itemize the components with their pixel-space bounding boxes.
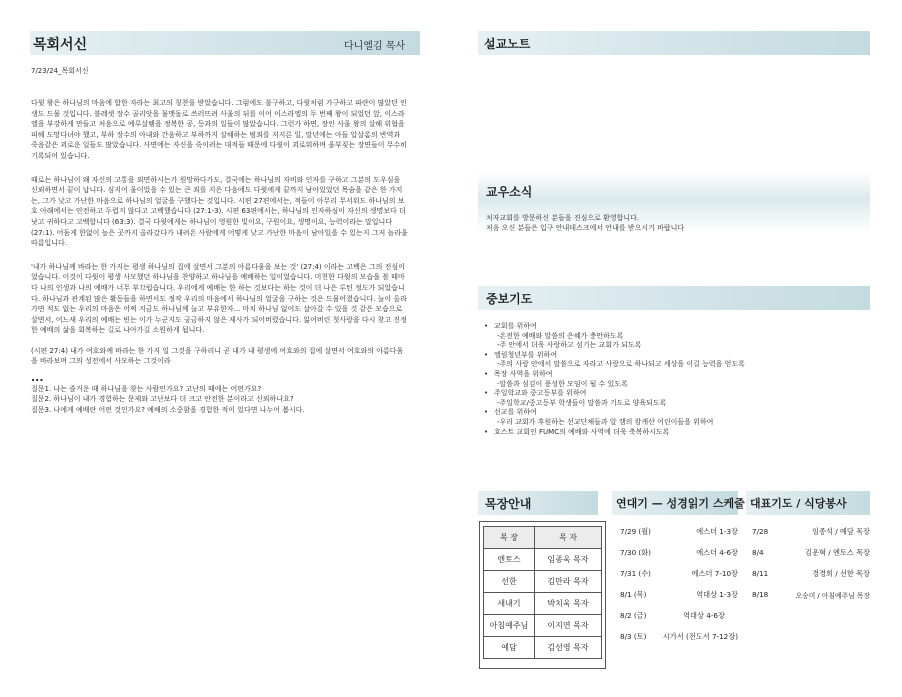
- schedule-date: 7/29 (월): [620, 526, 651, 536]
- schedule-list: [620, 521, 738, 647]
- service-date: 8/11: [752, 569, 769, 578]
- schedule-reading: 시가서 (전도서 7-12장): [662, 631, 738, 641]
- prayer-item-head: 엘림청년부를 위하여: [494, 350, 558, 359]
- sermon-note-band: [478, 31, 870, 55]
- service-assignee: 경경희 / 선한 목장: [812, 568, 870, 578]
- service-assignee: 임종석 / 예담 목장: [812, 526, 870, 536]
- schedule-row: [620, 542, 738, 563]
- schedule-row: [620, 626, 738, 647]
- cell: 김선영 목자: [535, 637, 602, 659]
- letter-paragraph: 때로는 하나님이 왜 자신의 고통을 외면하시는가 원망하다가도, 결국에는 하나님의 자비와 인자를 구하고 그분의 도우심을 신뢰하면서 끝이 납니다. 심지어 울이었을 수 있는 큰 죄를 지은 다음에도 다윗에게 끝까지 남아있었던 목숨을 같은 한 가지는, 그가 낮고 가난한 마음으로 하나님의 얼굴을 구했다는 것입니다. 시편 27편에서는, 적들이 아무리 무서워도 하나님의 보호 아래에서는 안전하고 두렵지 않다고 고백했습니다 (27:1-3). 시편 63편에서는, 하나님의 인자하심이 자신의 생명보다 더 낫고 귀하다고 고백합니다 (63:3). 결국 다윗에게는 하나님이 영원한 빛이요, 구원이요, 생명이요, 능력이라는 말입니다 (27:1). 어둠게 한없이 높은 곳까지 올라갔다가 내려온 사람에게 어떻게 낮고 가난한 마음이 남아있을 수 있는지 그저 놀라울 따름입니다.: [31, 175, 408, 248]
- service-assignee: 오승미 / 아침예주님 목장: [795, 591, 870, 600]
- question: 질문2. 하나님이 내가 경험하는 문제와 고난보다 더 크고 안전한 분이라고 신뢰하나요?: [31, 395, 294, 404]
- schedule-date: 8/1 (목): [620, 589, 647, 599]
- prayer-sub: -주 안에서 더욱 사랑하고 섬기는 교회가 되도록: [497, 341, 642, 350]
- letter-body: [31, 98, 409, 415]
- service-date: 7/28: [752, 527, 769, 536]
- schedule-date: 8/2 (금): [620, 610, 647, 620]
- schedule-row: [620, 584, 738, 605]
- sermon-note-title: 설교노트: [484, 37, 531, 51]
- schedule-date: 7/31 (수): [620, 568, 651, 578]
- cell: 임종욱 목자: [535, 549, 602, 571]
- news-body: [486, 213, 866, 233]
- letter-paragraph: '내가 하나님께 바라는 한 가지는 평생 하나님의 집에 살면서 그분의 아름다움을 보는 것' (27:4) 이라는 고백은 그의 진심이었습니다. 이것이 다윗이 평생 사모했던 하나님을 찬양하고 하나님을 예배하는 일이었습니다. 미천한 다윗의 모습을 볼 때마다 나의 인생과 나의 예배가 너무 부끄럽습니다. 우리에게 예배는 한 하는 것보다는 하는 것이 더 나은 루틴 정도가 되었습니다. 하나님과 관계된 많은 활동들을 하면서도 정작 우리의 마음에서 하나님의 얼굴을 구하는 것은 드물어졌습니다. 늘이 올라가면 적도 없는 우리의 마음은 어찌 지금도 하나님께 늘고 부유한자... 마치 하나님 없어도 살아갈 수 있을 것 같은 모습으로 살면서, 어느새 우리의 예배는 빈는 이가 누군지도 궁금하지 않은 제사가 되어버렸습니다. 잃어버린 첫사랑을 다시 찾고 진정한 예배의 삶을 회복하는 길로 나아가길 소원하게 됩니다.: [31, 262, 407, 335]
- question: 질문3. 나에게 예배란 어떤 것인가요? 예배의 소중함을 경험한 적이 있다면 나누어 봅시다.: [31, 405, 305, 414]
- schedule-reading: 에스더 1-3장: [696, 526, 738, 536]
- prayer-item-head: 교회를 위하여: [494, 322, 537, 330]
- prayer-item: • 교회를 위하여: [484, 322, 537, 330]
- cell: 새내기: [484, 593, 535, 615]
- service-row: [752, 542, 870, 563]
- cell: 이지연 목자: [535, 615, 602, 637]
- prayer-item-head: 목장 사역을 위하여: [494, 369, 553, 378]
- prayer-item: • 호스트 교회인 FUMC의 예배와 사역에 더욱 축복하시도록: [484, 427, 670, 436]
- schedule-reading: 에스더 4-6장: [696, 547, 738, 557]
- psalm-quote: (시편 27:4) 내가 여호와께 바라는 한 가지 일 그것을 구하리니 곧 내가 내 평생에 여호와의 집에 살면서 여호와의 아름다움을 바라보며 그의 성전에서 사모하는 그것이라: [31, 346, 404, 366]
- prayer-item-head: 주일학교와 중고등부를 위하여: [494, 389, 587, 398]
- cell: 엔토스: [484, 549, 535, 571]
- cell: 박치욱 목자: [535, 593, 602, 615]
- news-title: 교우소식: [486, 185, 533, 199]
- table-row: [484, 549, 602, 571]
- schedule-date: 7/30 (화): [620, 547, 651, 557]
- prayer-item-head: 호스트 교회인 FUMC의 예배와 사역에 더욱 축복하시도록: [494, 427, 670, 436]
- table-header-row: [484, 527, 602, 549]
- schedule-row: [620, 563, 738, 584]
- service-list: [752, 521, 870, 605]
- table-row: [484, 571, 602, 593]
- prayer-title: 중보기도: [486, 292, 533, 306]
- prayer-sub: -온전한 예배와 말씀의 은혜가 충만하도록: [497, 331, 624, 340]
- service-title: 대표기도 / 식당봉사: [750, 497, 847, 510]
- pastor-table-frame: [479, 521, 606, 669]
- letter-date: 7/23/24_목회서신: [31, 67, 89, 75]
- news-line: 처음 오신 분들은 입구 안내데스크에서 안내를 받으시기 바랍니다: [486, 224, 685, 232]
- table-row: [484, 615, 602, 637]
- prayer-item: • 목장 사역을 위하여: [484, 369, 553, 378]
- letter-paragraph: 다윗 왕은 하나님의 마음에 합한 자라는 최고의 칭찬을 받았습니다. 그럼에도 불구하고, 다윗처럼 가구하고 파란이 많았던 인생도 드물 것입니다. 블레셋 장수 골리앗을 물맷돌로 쓰러뜨려 사울의 뒤를 이어 이스라엘의 두 번째 왕이 되었던 앞, 이스라엘을 부강하게 만들고 처음으로 예루살렘을 정복한 공, 등과의 일들이 많았습니다. 그런가 하면, 장인 사울 왕의 살해 위협을 피해 도망다녀야 했고, 부하 장수의 아내와 간음하고 부하까지 살해하는 범죄를 저지른 일, 말년에는 아들 압살롬의 반역과 죽음같은 괴로운 일들도 많았습니다. 사면에는 자신을 죽이려는 대적들 때문에 다윗이 괴로워하며 울부짖는 장면들이 무수히 기록되어 있습니다.: [31, 99, 408, 160]
- col-header: 목 장: [484, 527, 535, 549]
- letter-title: 목회서신: [33, 37, 88, 53]
- letter-author: 다니엘김 목사: [344, 41, 406, 52]
- service-date: 8/18: [752, 590, 769, 599]
- schedule-row: [620, 521, 738, 542]
- cell: 아침예주님: [484, 615, 535, 637]
- cell: 예담: [484, 637, 535, 659]
- prayer-sub: -우리 교회가 후원하는 선교단체들과 알 캠의 캄캐산 어린이들을 위하여: [497, 417, 714, 426]
- prayer-band: [478, 286, 870, 310]
- schedule-reading: 에스더 7-10장: [691, 568, 738, 578]
- prayer-sub: -주일학교/중고등부 학생들이 말씀과 기도로 양육되도록: [497, 398, 667, 407]
- prayer-item-head: 선교를 위하여: [494, 408, 537, 417]
- table-row: [484, 593, 602, 615]
- schedule-reading: 역대상 4-6장: [683, 610, 725, 620]
- service-assignee: 김운혁 / 엔토스 목장: [805, 547, 870, 557]
- service-date: 8/4: [752, 548, 764, 557]
- schedule-row: [620, 605, 738, 626]
- table-row: [484, 637, 602, 659]
- prayer-item: • 엘림청년부를 위하여: [484, 350, 558, 359]
- ellipsis: ...: [31, 371, 44, 385]
- news-line: 처자교회를 방문하신 분들을 진심으로 환영합니다.: [486, 214, 640, 222]
- prayer-item: • 주일학교와 중고등부를 위하여: [484, 389, 587, 398]
- prayer-list: [484, 322, 868, 437]
- prayer-sub: -주의 사랑 안에서 말씀으로 자라고 사랑으로 하나되고 세상을 이길 능력을 얻도록: [497, 360, 745, 369]
- schedule-reading: 역대상 1-3장: [696, 589, 738, 599]
- cell: 김만라 목자: [535, 571, 602, 593]
- pastor-table-title: 목장안내: [485, 497, 532, 511]
- service-row: [752, 563, 870, 584]
- service-row: [752, 584, 870, 605]
- cell: 선한: [484, 571, 535, 593]
- schedule-date: 8/3 (토): [620, 631, 647, 641]
- col-header: 목 자: [535, 527, 602, 549]
- question: 질문1. 나는 즐거운 때 하나님을 찾는 사람인가요? 고난의 때에는 어떤가요?: [31, 384, 262, 393]
- pastor-table: [483, 526, 602, 659]
- service-row: [752, 521, 870, 542]
- schedule-title: 연대기 — 성경읽기 스케줄: [616, 497, 745, 510]
- prayer-sub: -말씀과 섬김이 풍성한 모임이 될 수 있도록: [497, 379, 628, 388]
- prayer-item: • 선교를 위하여: [484, 408, 537, 417]
